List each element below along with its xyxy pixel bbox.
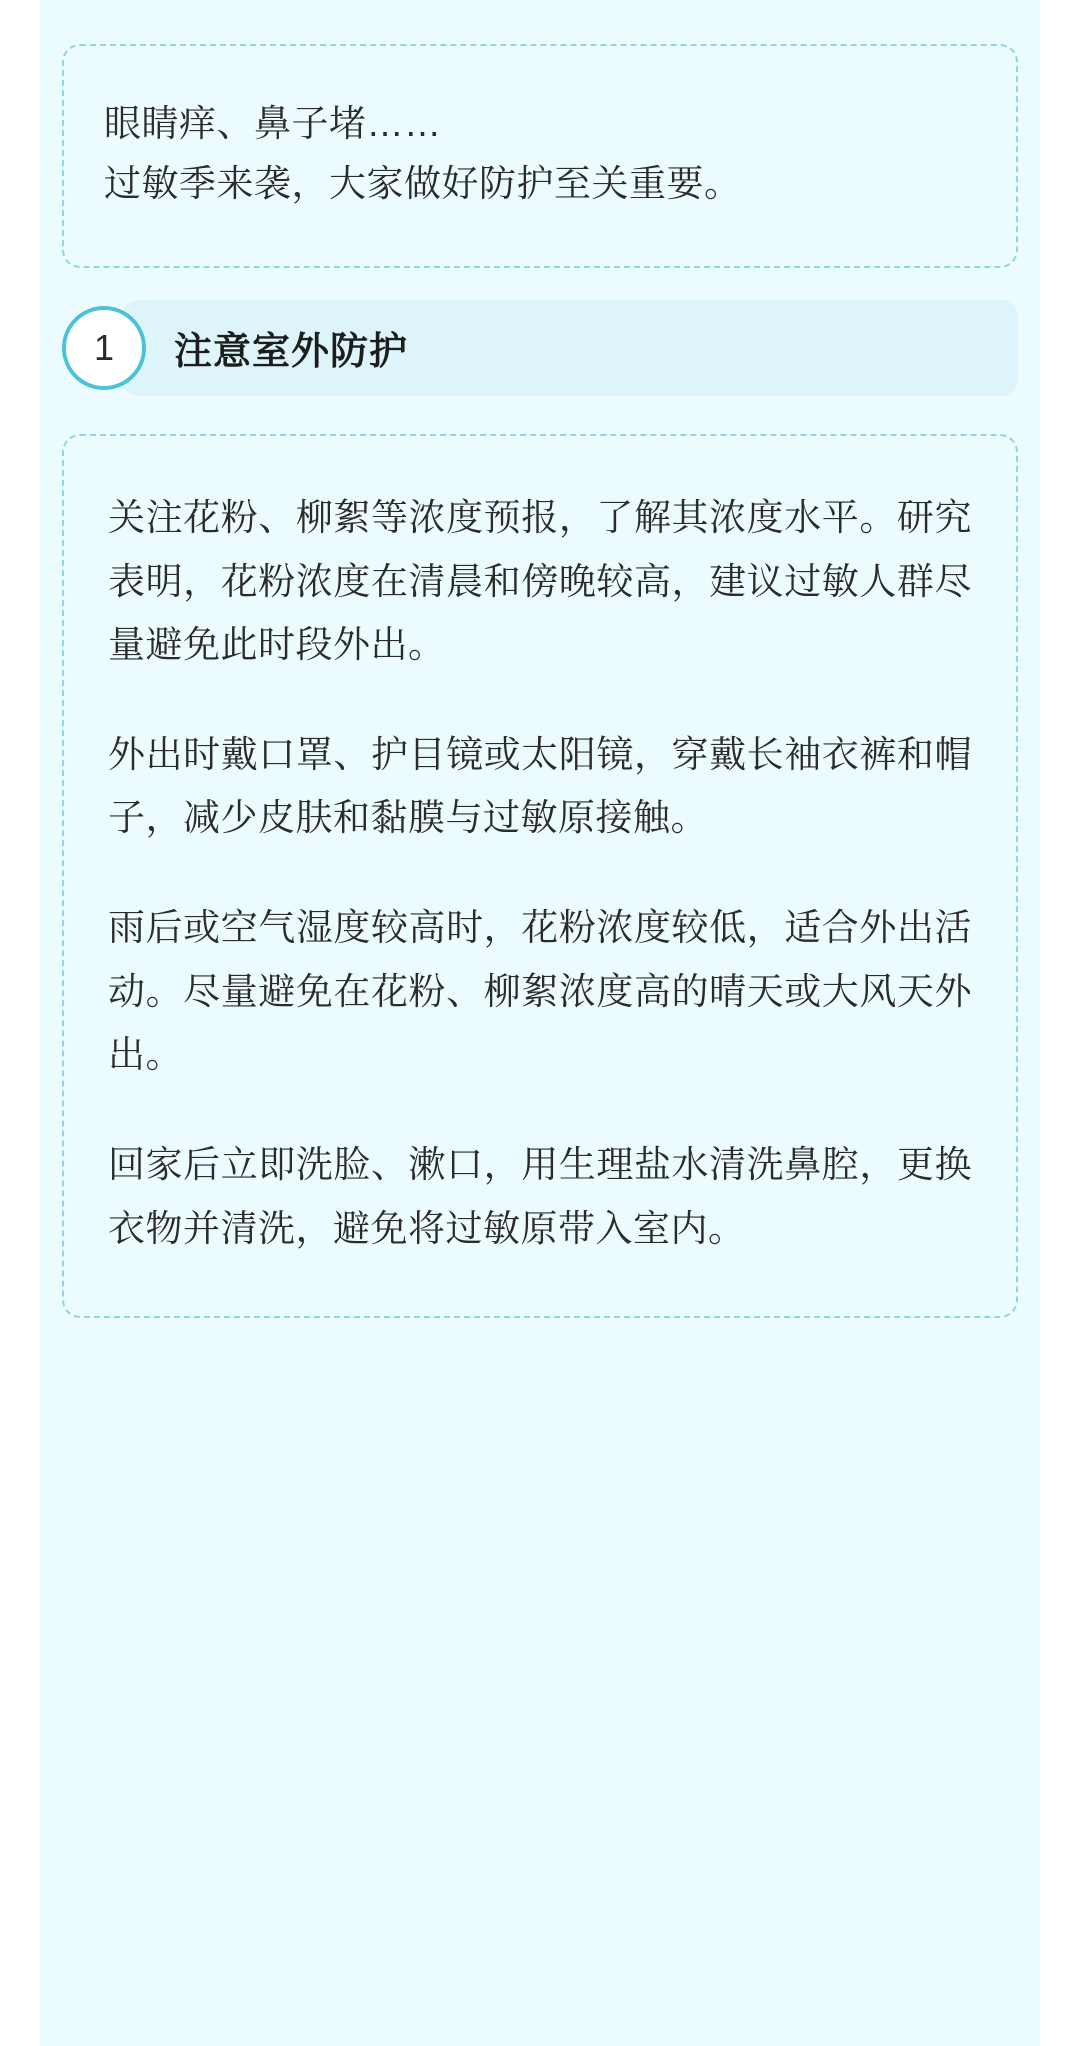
bottom-spacer xyxy=(40,1318,1040,1364)
intro-callout xyxy=(62,44,1018,268)
intro-line-2: 过敏季来袭，大家做好防护至关重要。 xyxy=(104,162,742,204)
section-header xyxy=(62,300,1018,396)
section-body xyxy=(62,434,1018,1318)
section-number-badge: 1 xyxy=(62,306,146,390)
paragraph: 雨后或空气湿度较高时，花粉浓度较低，适合外出活动。尽量避免在花粉、柳絮浓度高的晴天或大风天外出。 xyxy=(108,907,972,1076)
paragraph: 回家后立即洗脸、漱口，用生理盐水清洗鼻腔，更换衣物并清洗，避免将过敏原带入室内。 xyxy=(108,1143,972,1249)
intro-line-1: 眼睛痒、鼻子堵…… xyxy=(104,103,442,144)
paragraph: 关注花粉、柳絮等浓度预报，了解其浓度水平。研究表明，花粉浓度在清晨和傍晚较高，建议过敏人群尽量避免此时段外出。 xyxy=(108,496,972,666)
article-content xyxy=(40,0,1040,1364)
paragraph: 外出时戴口罩、护目镜或太阳镜，穿戴长袖衣裤和帽子，减少皮肤和黏膜与过敏原接触。 xyxy=(108,733,972,839)
section-title: 注意室外防护 xyxy=(174,331,409,374)
